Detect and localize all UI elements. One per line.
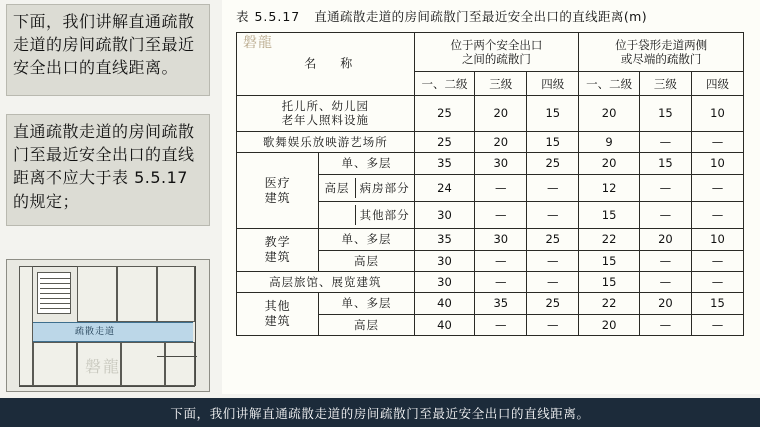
header-level: 三级 (639, 72, 691, 96)
cell-value: — (527, 272, 579, 293)
subtitle-text: 下面，我们讲解直通疏散走道的房间疏散门至最近安全出口的直线距离。 (170, 405, 590, 421)
cell-value: 25 (414, 96, 475, 132)
cell-value: 22 (579, 293, 640, 314)
cell-value: 30 (475, 229, 527, 250)
cell-value: — (475, 201, 527, 228)
header-level: 三级 (475, 72, 527, 96)
header-level: 一、二级 (414, 72, 475, 96)
highrise-ward-label: 病房部分 (359, 180, 410, 195)
header-group-1-line1: 位于两个安全出口 (450, 37, 543, 52)
row-subtype: 单、多层 (319, 229, 414, 250)
cell-value: 20 (639, 293, 691, 314)
cell-value: 15 (527, 96, 579, 132)
cell-value: 25 (527, 229, 579, 250)
cell-value: 20 (639, 229, 691, 250)
table-row (237, 131, 744, 152)
cell-value: 40 (414, 293, 475, 314)
cell-value: — (527, 201, 579, 228)
cell-value: — (691, 174, 743, 201)
cell-value: 15 (691, 293, 743, 314)
cell-value: — (639, 131, 691, 152)
row-subtype-highrise-ward (319, 174, 414, 201)
floorplan-room (165, 342, 195, 386)
table-row (237, 293, 744, 314)
row-group-education (237, 229, 319, 272)
cell-value: 15 (579, 250, 640, 271)
cell-value: 22 (579, 229, 640, 250)
row-subtype: 高层 (319, 314, 414, 335)
header-level: 四级 (691, 72, 743, 96)
cell-value: 25 (527, 293, 579, 314)
cell-value: 24 (414, 174, 475, 201)
row-label-entertainment: 歌舞娱乐放映游艺场所 (237, 131, 415, 152)
cell-value: 30 (475, 153, 527, 174)
header-group-2-line2: 或尽端的疏散门 (620, 52, 702, 67)
floorplan-room (33, 342, 77, 386)
cell-value: 20 (579, 314, 640, 335)
cell-value: 15 (639, 153, 691, 174)
cell-value: 20 (579, 96, 640, 132)
cell-value: — (691, 131, 743, 152)
cell-value: 40 (414, 314, 475, 335)
distance-table (236, 32, 744, 336)
header-name-label: 名 称 (304, 56, 359, 71)
cell-value: — (527, 250, 579, 271)
cell-value: 25 (414, 131, 475, 152)
cell-value: 35 (475, 293, 527, 314)
header-group-dead-end (579, 33, 744, 72)
table-watermark: 磐龍 (243, 35, 273, 51)
table-row (237, 272, 744, 293)
header-group-1-line2: 之间的疏散门 (461, 52, 531, 67)
highrise-label: 高层 (319, 178, 355, 198)
row-group-medical (237, 153, 319, 229)
lesson-intro-text: 下面，我们讲解直通疏散走道的房间疏散门至最近安全出口的直线距离。 (6, 4, 210, 96)
floorplan-room (157, 266, 195, 322)
stairwell-icon (37, 272, 71, 314)
table-row (237, 153, 744, 174)
cell-value: 35 (414, 229, 475, 250)
header-name-cell (237, 33, 415, 96)
cell-value: 25 (527, 153, 579, 174)
subtitle-bar (0, 398, 760, 427)
cell-value: 10 (691, 153, 743, 174)
cell-value: 15 (579, 272, 640, 293)
cell-value: 15 (527, 131, 579, 152)
table-caption-number: 表 5.5.17 (236, 9, 301, 24)
cell-value: — (639, 272, 691, 293)
cell-value: — (639, 250, 691, 271)
row-subtype: 单、多层 (319, 293, 414, 314)
table-caption-text: 直通疏散走道的房间疏散门至最近安全出口的直线距离(m) (314, 9, 647, 24)
cell-value: — (475, 314, 527, 335)
floorplan-room (19, 266, 33, 386)
cell-value: 10 (691, 229, 743, 250)
cell-value: — (639, 174, 691, 201)
row-group-line2: 建筑 (264, 190, 291, 205)
cell-value: 30 (414, 272, 475, 293)
distance-arrow (157, 356, 197, 357)
row-label-line1: 托儿所、幼儿园 (281, 99, 370, 113)
floorplan-line (19, 386, 195, 387)
cell-value: — (691, 314, 743, 335)
floorplan-room (117, 266, 157, 322)
row-group-line1: 教学 (264, 235, 291, 250)
cell-value: 9 (579, 131, 640, 152)
cell-value: 15 (639, 96, 691, 132)
cell-value: — (691, 272, 743, 293)
cell-value: — (475, 174, 527, 201)
cell-value: 20 (475, 96, 527, 132)
cell-value: — (691, 250, 743, 271)
table-row (237, 96, 744, 132)
cell-value: 20 (475, 131, 527, 152)
table-panel (222, 0, 760, 400)
floorplan-room (77, 266, 117, 322)
row-label-line2: 老年人照料设施 (281, 113, 370, 128)
floorplan-room (121, 342, 165, 386)
cell-value: 35 (414, 153, 475, 174)
row-subtype-highrise-other (319, 201, 414, 228)
table-header-row (237, 33, 744, 72)
figure-watermark: 磐龍 (85, 357, 122, 376)
row-subtype: 单、多层 (319, 153, 414, 174)
cell-value: 15 (579, 201, 640, 228)
floorplan-line (195, 266, 196, 386)
row-group-line1: 其他 (264, 299, 291, 314)
floorplan-figure (6, 259, 210, 392)
cell-value: — (475, 250, 527, 271)
table-row (237, 229, 744, 250)
row-label-nursery (237, 96, 415, 132)
header-level: 一、二级 (579, 72, 640, 96)
highrise-other-label: 其他部分 (359, 207, 410, 222)
cell-value: 30 (414, 201, 475, 228)
header-level: 四级 (527, 72, 579, 96)
row-group-line1: 医疗 (264, 175, 291, 190)
cell-value: — (527, 174, 579, 201)
cell-value: 30 (414, 250, 475, 271)
row-group-line2: 建筑 (264, 314, 291, 329)
cell-value: — (639, 314, 691, 335)
row-group-other (237, 293, 319, 336)
row-group-line2: 建筑 (264, 250, 291, 265)
cell-value: — (639, 201, 691, 228)
cell-value: 10 (691, 96, 743, 132)
cell-value: — (691, 201, 743, 228)
clause-text: 直通疏散走道的房间疏散门至最近安全出口的直线距离不应大于表 5.5.17 的规定； (6, 114, 210, 226)
cell-value: — (475, 272, 527, 293)
row-subtype: 高层 (319, 250, 414, 271)
header-group-between-exits (414, 33, 579, 72)
table-caption (222, 0, 760, 32)
cell-value: 12 (579, 174, 640, 201)
header-group-2-line1: 位于袋形走道两侧 (615, 37, 708, 52)
corridor-label: 疏散走道 (75, 327, 116, 337)
row-label-hotel-exhibition: 高层旅馆、展览建筑 (237, 272, 415, 293)
cell-value: — (527, 314, 579, 335)
left-column (6, 4, 210, 226)
cell-value: 20 (579, 153, 640, 174)
